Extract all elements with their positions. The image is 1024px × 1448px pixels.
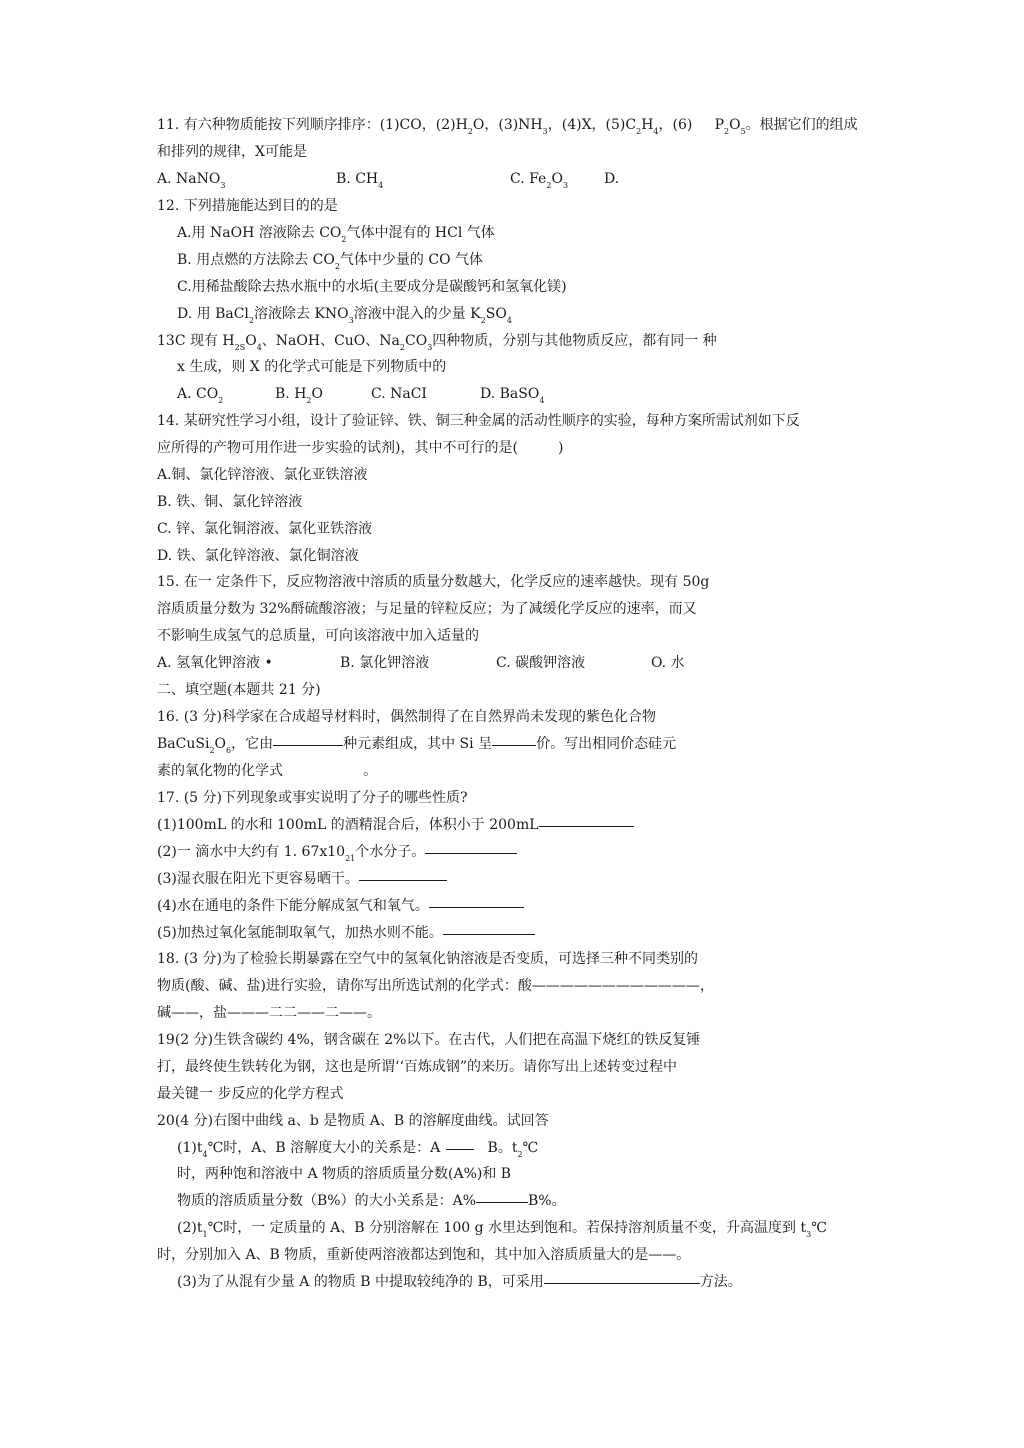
subscript: 2 [467, 127, 473, 136]
q20-text: B%。 [528, 1193, 566, 1209]
subscript: 4 [378, 181, 384, 190]
q14-line2: 应所得的产物可用作进一步实验的试剂)，其中不可行的是( ) [157, 440, 564, 456]
q19-line2: 打，最终使生铁转化为钢，这也是所谓‘‘百炼成钢”的来历。请你写出上述转变过程中 [157, 1059, 678, 1075]
q12-option-b [177, 251, 483, 269]
subscript: 2 [334, 262, 340, 271]
q20-text: (3)为了从混有少量 A 的物质 B 中提取较纯净的 B，可采用 [177, 1274, 544, 1290]
q15-line1: 15. 在一 定条件下，反应物溶液中溶质的质量分数越大，化学反应的速率越快。现有 50g [157, 574, 710, 590]
item-text: (3)湿衣服在阳光下更容易晒干。 [157, 871, 359, 887]
q13-option-d [480, 385, 544, 403]
subscript: 4 [539, 396, 545, 405]
q15-option-b: B. 氯化钾溶液 [340, 655, 430, 671]
subscript: 4 [653, 127, 659, 136]
answer-blank[interactable] [539, 825, 634, 827]
q11-option-b [336, 170, 383, 188]
section-heading: 二、填空题(本题共 21 分) [157, 682, 321, 698]
subscript: 3 [220, 181, 226, 190]
q16-text: 种元素组成，其中 Si 呈 [343, 736, 493, 752]
subscript: 2 [480, 316, 486, 325]
q20-text: (2)t [177, 1220, 203, 1236]
q20-text: (1)t [177, 1140, 203, 1156]
q11-text: 。根据它们的组成 [745, 117, 858, 133]
q14-option-d: D. 铁、氯化锌溶液、氯化铜溶液 [157, 548, 359, 564]
q11-option-c [510, 170, 568, 188]
subscript: 3 [348, 316, 354, 325]
q20-part1-line3 [177, 1192, 566, 1210]
item-text: 个水分子。 [355, 844, 426, 860]
subscript: 3 [562, 181, 569, 190]
option-text: B. 用点燃的方法除去 CO [177, 252, 335, 268]
q18-line1: 18. (3 分)为了检验长期暴露在空气中的氢氧化钠溶液是否变质，可选择三种不同类别的 [157, 951, 698, 967]
option-text: D. 用 BaCl [177, 306, 249, 322]
answer-blank[interactable] [273, 744, 343, 746]
q17-item-1 [157, 816, 634, 834]
q16-text: O [214, 736, 227, 752]
q15-option-c: C. 碳酸钾溶液 [496, 655, 586, 671]
answer-blank[interactable] [544, 1282, 700, 1284]
q20-part2-line1 [177, 1219, 827, 1237]
q13-option-b [275, 385, 323, 403]
q13-text: 13C 现有 H [157, 333, 235, 349]
answer-blank[interactable] [429, 906, 524, 908]
q13-option-a [177, 385, 223, 403]
subscript: 6 [226, 746, 232, 755]
q16-line2 [157, 735, 676, 753]
subscript: 2 [399, 343, 405, 352]
q13-line2: x 生成，则 X 的化学式可能是下列物质中的 [177, 359, 447, 375]
q13-text: CO [404, 333, 428, 349]
subscript: 4 [506, 316, 512, 325]
q15-line3: 不影响生成氢气的总质量，可向该溶液中加入适量的 [157, 628, 479, 644]
option-text: B. H [275, 386, 307, 402]
option-text: D. BaSO [480, 386, 540, 402]
q17-item-3 [157, 870, 447, 888]
q13-text: 、NaOH、CuO、Na [261, 333, 400, 349]
option-text: 溶液除去 KNO [254, 306, 349, 322]
q20-part1-line2: 时，两种饱和溶液中 A 物质的溶质质量分数(A%)和 B [177, 1166, 512, 1182]
q12-option-c: C.用稀盐酸除去热水瓶中的水垢(主要成分是碳酸钙和氢氧化镁) [177, 279, 567, 295]
q13-text: 四种物质，分别与其他物质反应，都有同一 种 [432, 333, 717, 349]
q16-text: BaCuSi [157, 736, 210, 752]
subscript: 2 [209, 746, 215, 755]
q11-text: ，(4)X，(5)C [547, 117, 637, 133]
q20-part3 [177, 1273, 742, 1291]
q19-line3: 最关键一 步反应的化学方程式 [157, 1086, 344, 1102]
option-text: C. Fe [510, 171, 547, 187]
subscript: 2 [218, 396, 224, 405]
q13-line1 [157, 332, 717, 350]
q15-option-d: O. 水 [651, 655, 685, 671]
subscript: 2 [636, 127, 642, 136]
answer-blank[interactable] [446, 1148, 474, 1150]
q16-line3: 素的氧化物的化学式 。 [157, 763, 378, 779]
q11-text: H [641, 117, 654, 133]
q17-item-2 [157, 843, 517, 861]
option-text: A. CO [177, 386, 219, 402]
q16-line1: 16. (3 分)科学家在合成超导材料时，偶然制得了在自然界尚未发现的紫色化合物 [157, 709, 656, 725]
q20-part2-line2: 时，分别加入 A、B 物质，重新使两溶液都达到饱和，其中加入溶质质量大的是——。 [157, 1247, 691, 1263]
subscript: 21 [345, 854, 356, 863]
q11-text: 11. 有六种物质能按下列顺序排序：(1)CO，(2)H [157, 117, 468, 133]
q11-text: ，(6) P [658, 117, 725, 133]
q11-line1 [157, 116, 858, 134]
q20-text: ℃ [811, 1220, 827, 1236]
q17-item-4 [157, 897, 524, 915]
option-text: 气体中混有的 HCl 气体 [346, 225, 495, 241]
q11-line2: 和排列的规律，X可能是 [157, 144, 307, 160]
q20-stem: 20(4 分)右图中曲线 a、b 是物质 A、B 的溶解度曲线。试回答 [157, 1113, 549, 1129]
q20-text: 方法。 [699, 1274, 742, 1290]
q20-text: B。t [474, 1140, 518, 1156]
option-text: A. NaNO [157, 171, 221, 187]
option-text: O [551, 171, 563, 187]
q19-line1: 19(2 分)生铁含碳约 4%，钢含碳在 2%以下。在古代，人们把在高温下烧红的铁反复锤 [157, 1032, 701, 1048]
answer-blank[interactable] [359, 879, 447, 881]
q14-option-a: A.铜、氯化锌溶液、氯化亚铁溶液 [157, 467, 368, 483]
q16-text: ，它由 [231, 736, 274, 752]
q11-option-a [157, 170, 225, 188]
q17-stem: 17. (5 分)下列现象或事实说明了分子的哪些性质? [157, 790, 468, 806]
q15-line2: 溶质质量分数为 32%酹硫酸溶液；与足量的锌粒反应；为了减缓化学反应的速率，而又 [157, 601, 697, 617]
answer-blank[interactable] [492, 744, 536, 746]
answer-blank[interactable] [425, 852, 517, 854]
subscript: 2 [306, 396, 312, 405]
subscript: 2 [517, 1150, 523, 1159]
q20-part1-line1 [177, 1139, 538, 1157]
option-text: 溶液中混入的少量 K [353, 306, 481, 322]
subscript: 1 [202, 1230, 208, 1239]
option-text: O [311, 386, 323, 402]
subscript: 2 [546, 181, 552, 190]
q20-text: ℃时，一 定质量的 A、B 分别溶解在 100 g 水里达到饱和。若保持溶剂质量不变，升高温度到 t [207, 1220, 807, 1236]
q11-text: O [729, 117, 741, 133]
q11-text: O，(3)NH [472, 117, 543, 133]
subscript: 4 [202, 1150, 208, 1159]
subscript: 2 [724, 127, 730, 136]
q18-line2: 物质(酸、碱、盐)进行实验，请你写出所选试剂的化学式：酸————————————， [157, 978, 714, 994]
subscript: 5 [740, 127, 746, 136]
subscript: 2 [341, 235, 347, 244]
subscript: 3 [806, 1230, 812, 1239]
q16-text: 价。写出相同价态硅元 [536, 736, 677, 752]
item-text: (4)水在通电的条件下能分解成氢气和氧气。 [157, 898, 429, 914]
q14-option-b: B. 铁、铜、氯化锌溶液 [157, 494, 303, 510]
q14-line1: 14. 某研究性学习小组，设计了验证锌、铁、铜三种金属的活动性顺序的实验，每种方案所需试剂如下反 [157, 413, 800, 429]
q12-option-d [177, 305, 512, 323]
item-text: (5)加热过氧化氢能制取氧气，加热水则不能。 [157, 925, 443, 941]
q12-option-a [177, 224, 495, 242]
q15-option-a: A. 氢氧化钾溶液 • [157, 655, 273, 671]
answer-blank[interactable] [476, 1201, 528, 1203]
q20-text: ℃ [522, 1140, 539, 1156]
subscript: 3 [427, 343, 433, 352]
subscript: 4 [256, 343, 262, 352]
option-text: B. CH [336, 171, 379, 187]
q12-stem: 12. 下列措施能达到目的的是 [157, 198, 338, 214]
q11-option-d: D. [604, 171, 620, 187]
q20-text: 物质的溶质质量分数（B%）的大小关系是：A% [177, 1193, 477, 1209]
q20-text: ℃时，A、B 溶解度大小的关系是：A [207, 1140, 441, 1156]
subscript: 2S [234, 343, 246, 352]
q14-option-c: C. 锌、氯化铜溶液、氯化亚铁溶液 [157, 521, 373, 537]
item-text: (2)一 滴水中大约有 1. 67x10 [157, 844, 346, 860]
subscript: 2 [248, 316, 254, 325]
answer-blank[interactable] [443, 933, 535, 935]
subscript: 3 [542, 127, 548, 136]
option-text: SO [485, 306, 507, 322]
option-text: A.用 NaOH 溶液除去 CO [177, 225, 342, 241]
item-text: (1)100mL 的水和 100mL 的酒精混合后，体积小于 200mL [157, 817, 539, 833]
q13-text: O [245, 333, 257, 349]
q18-line3: 碱——，盐———二二——二——。 [157, 1005, 381, 1021]
option-text: 气体中少量的 CO 气体 [339, 252, 484, 268]
q17-item-5 [157, 924, 535, 942]
q13-option-c: C. NaCI [371, 386, 427, 402]
